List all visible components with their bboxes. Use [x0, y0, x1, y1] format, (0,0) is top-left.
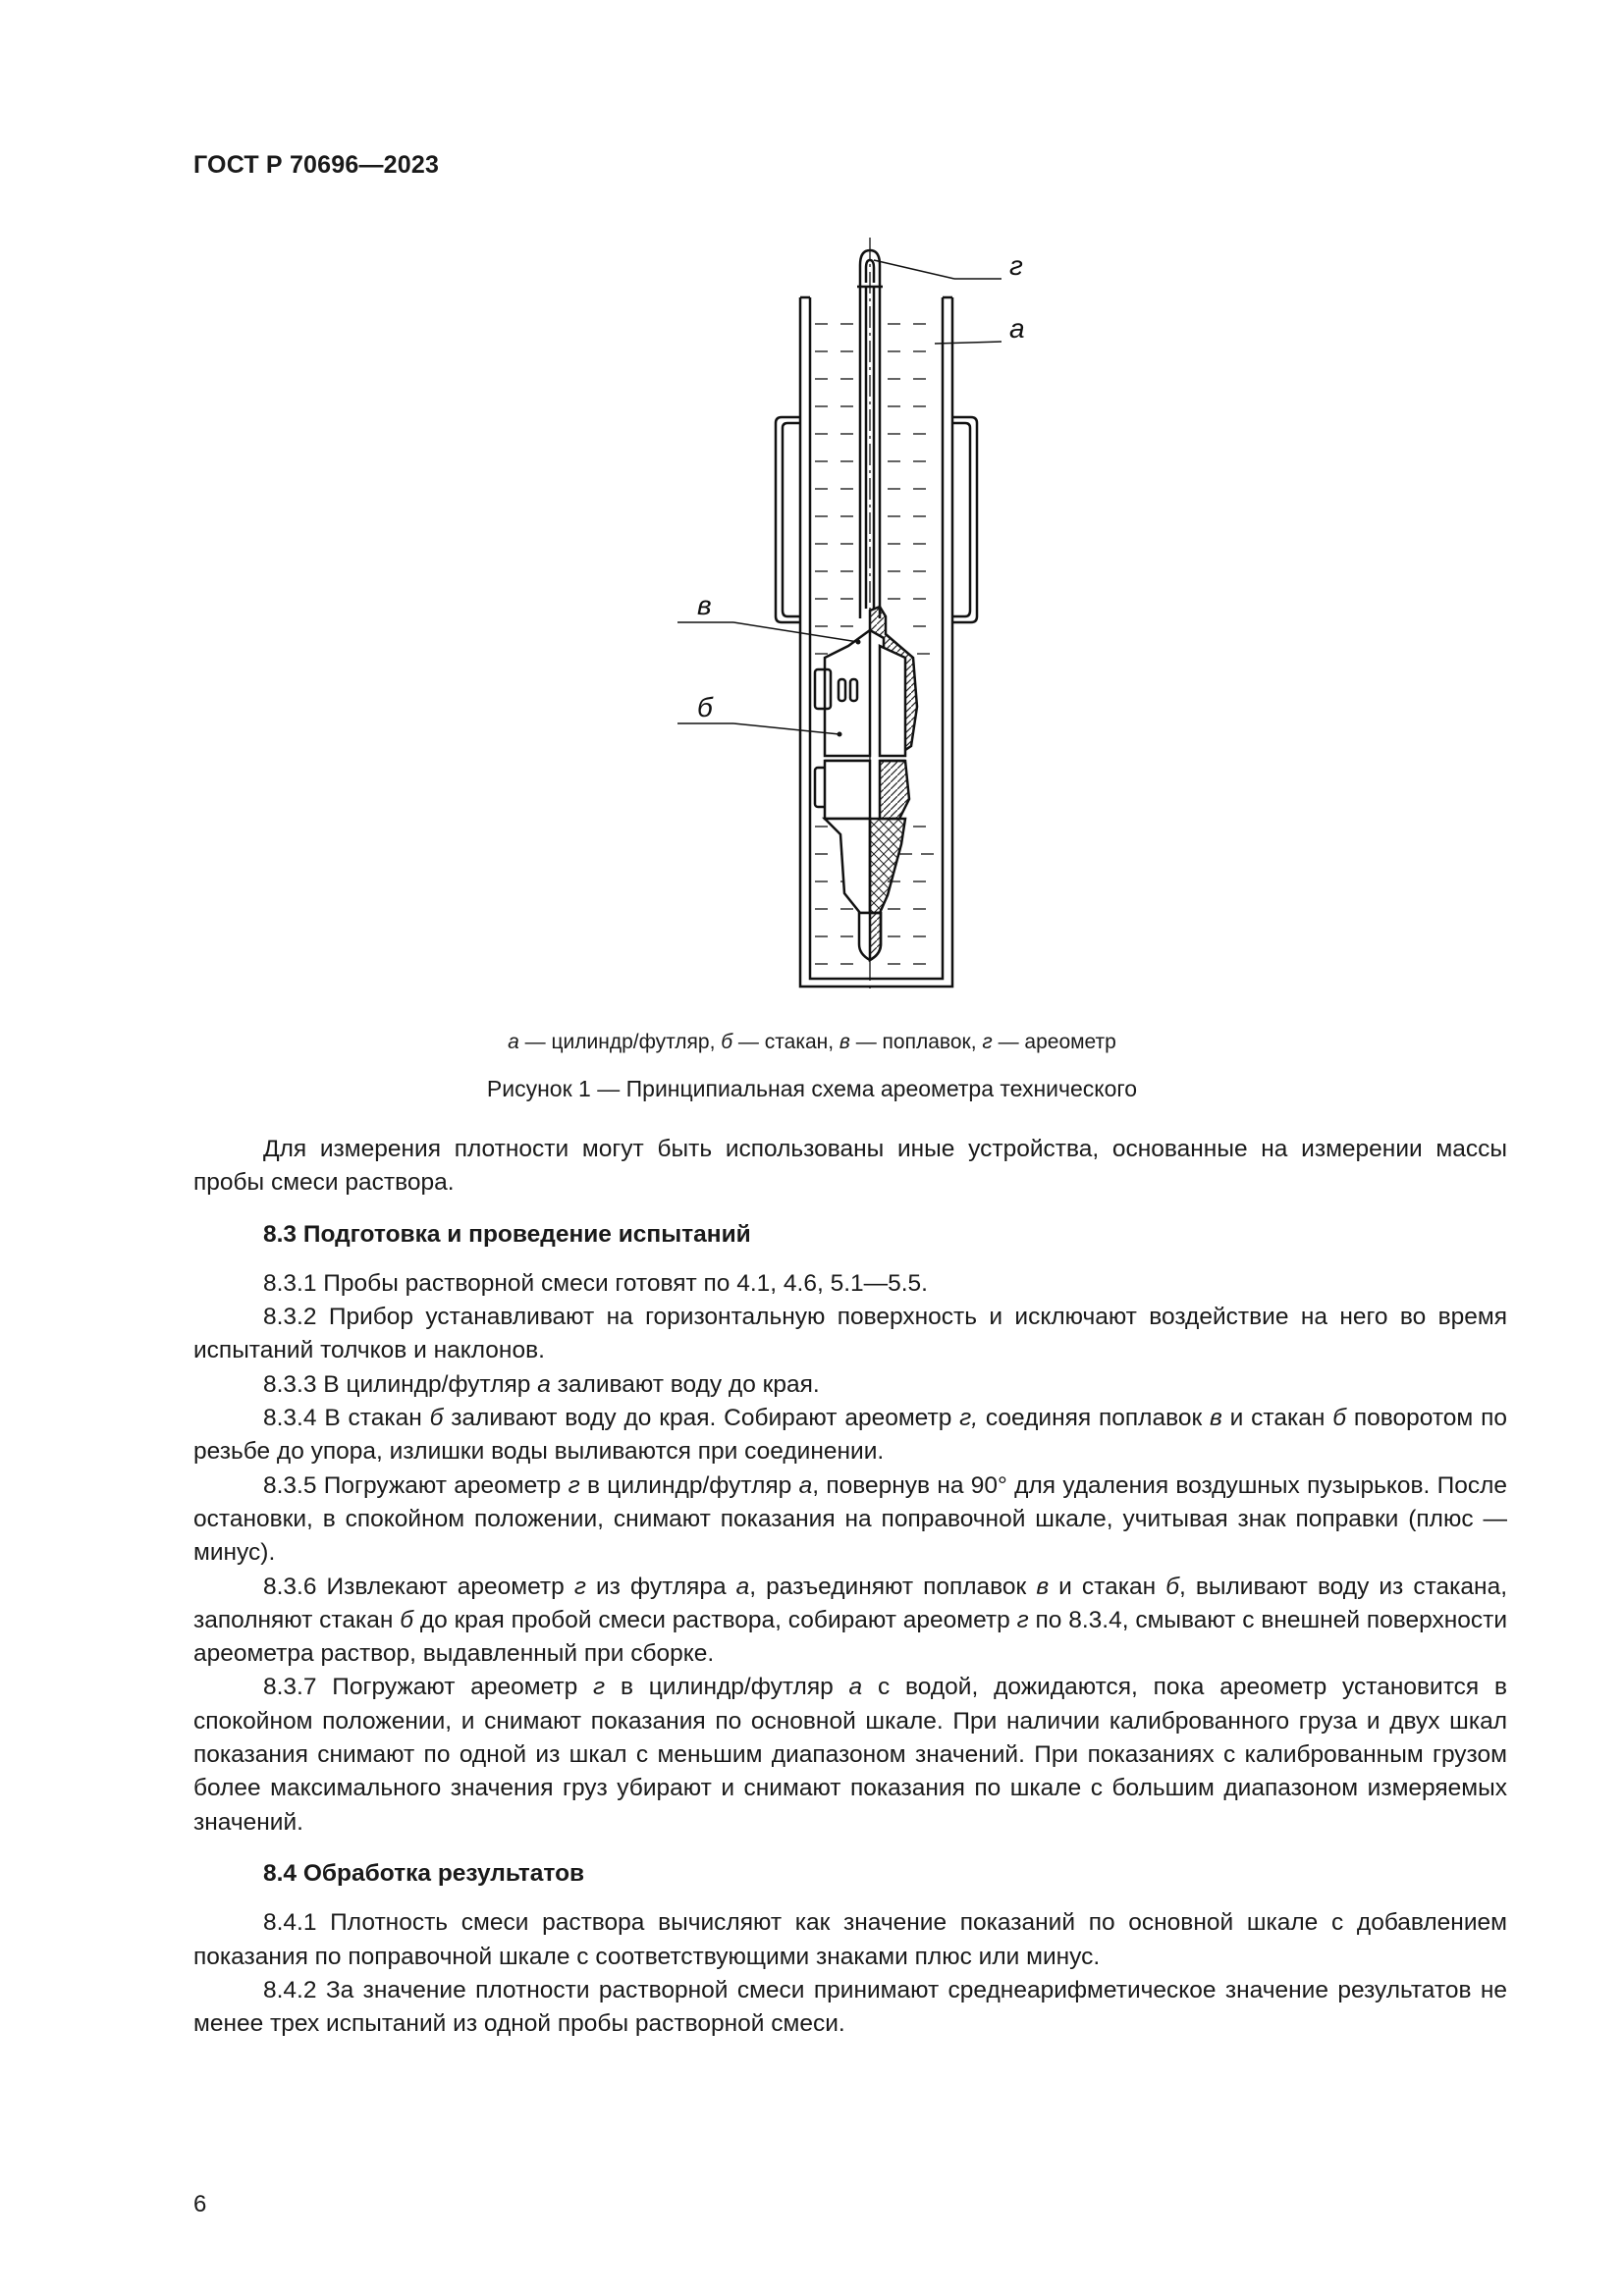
paragraph-8-3-6: 8.3.6 Извлекают ареометр г из футляра а, разъединяют поплавок в и стакан б, выливают воду из стакана, заполняют стакан б до края пробой смеси раствора, собирают ареометр г по 8.3.4, смывают с внешней поверхности ареометра раствор, выдавленный при сборке.	[193, 1573, 1508, 1668]
paragraph-8-3-4: 8.3.4 В стакан б заливают воду до края. Собирают ареометр г, соединяя поплавок в и стакан б поворотом по резьбе до упора, излишки воды выливаются при соединении.	[193, 1405, 1507, 1466]
paragraph-8-4-1: 8.4.1 Плотность смеси раствора вычисляют как значение показаний по основной шкале с добавлением показания по поправочной шкале с соответствующими знаками плюс или минус.	[193, 1909, 1507, 1970]
paragraph-8-3-5: 8.3.5 Погружают ареометр г в цилиндр/футляр а, повернув на 90° для удаления воздушных пузырьков. После остановки, в спокойном положении, снимают показания на поправочной шкале, учитывая знак поправки (плюс — минус).	[193, 1471, 1507, 1567]
cup-assembly	[825, 761, 909, 960]
case-handles	[776, 417, 977, 622]
page-number: 6	[193, 2191, 207, 2217]
paragraph-8-4-2: 8.4.2 За значение плотности растворной смеси принимают среднеарифметическое значение результатов не менее трех испытаний из одной пробы растворной смеси.	[193, 1976, 1507, 2038]
paragraph-8-3-2: 8.3.2 Прибор устанавливают на горизонтальную поверхность и исключают воздействие на него во время испытаний толчков и наклонов.	[193, 1304, 1507, 1364]
label-v: в	[697, 590, 712, 620]
label-b: б	[697, 692, 713, 722]
label-g: г	[1009, 250, 1023, 281]
hydrometer-diagram	[677, 226, 1041, 991]
paragraph-8-3-3: 8.3.3 В цилиндр/футляр а заливают воду до края.	[263, 1370, 820, 1398]
intro-paragraph: Для измерения плотности могут быть использованы иные устройства, основанные на измерении массы пробы смеси раствора.	[193, 1136, 1507, 1197]
body-text	[193, 1133, 1507, 2041]
paragraph-8-3-7: 8.3.7 Погружают ареометр г в цилиндр/футляр а с водой, дожидаются, пока ареометр установится в спокойном положении, и снимают показания по основной шкале. При наличии калиброванного груза и двух шкал показания снимают по одной из шкал с меньшим диапазоном значений. При показаниях с калиброванным грузом более максимального значения груз убирают и снимают показания по шкале с большим диапазоном измеряемых значений.	[193, 1674, 1507, 1836]
label-a: а	[1009, 313, 1025, 344]
page-header-standard-id: ГОСТ Р 70696—2023	[193, 151, 440, 179]
figure-legend: а — цилиндр/футляр, б — стакан, в — поплавок, г — ареометр	[508, 1031, 1116, 1053]
section-8-4-heading: 8.4 Обработка результатов	[263, 1859, 585, 1887]
paragraph-8-3-1: 8.3.1 Пробы растворной смеси готовят по 4.1, 4.6, 5.1—5.5.	[263, 1269, 928, 1297]
figure-caption: Рисунок 1 — Принципиальная схема ареометра технического	[486, 1076, 1138, 1101]
section-8-3-heading: 8.3 Подготовка и проведение испытаний	[263, 1220, 751, 1248]
